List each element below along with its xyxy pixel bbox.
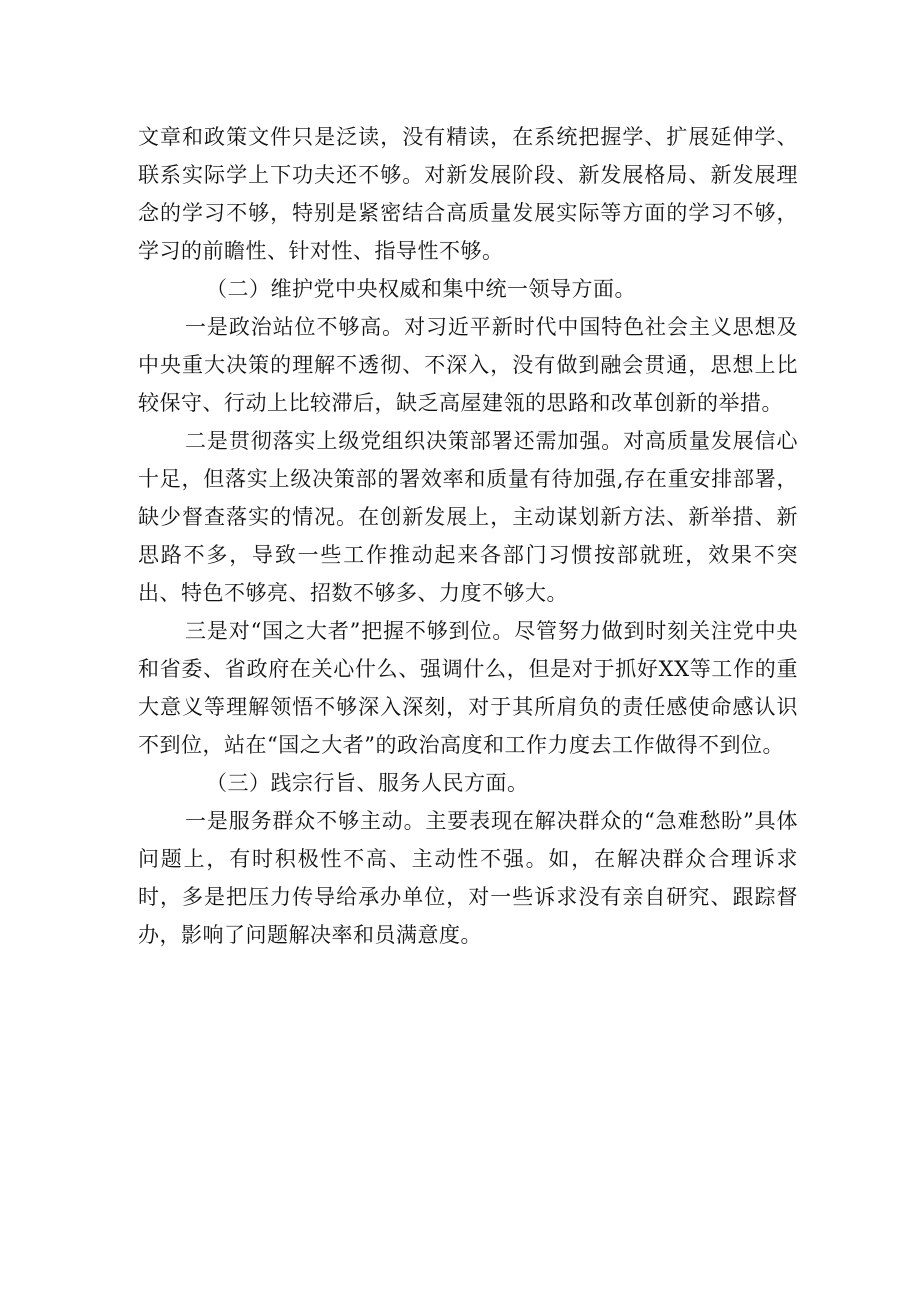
paragraph-implementation: 二是贯彻落实上级党组织决策部署还需加强。对高质量发展信心十足，但落实上级决策部的署效率和质量有待加强,存在重安排部署，缺少督查落实的情况。在创新发展上，主动谋划新方法、新举措、新思路不多，导致一些工作推动起来各部门习惯按部就班，效果不突出、特色不够亮、招数不够多、力度不够大。 [138,429,798,605]
paragraph-political-stance: 一是政治站位不够高。对习近平新时代中国特色社会主义思想及中央重大决策的理解不透彻、不深入，没有做到融会贯通，思想上比较保守、行动上比较滞后，缺乏高屋建瓴的思路和改革创新的举措。 [138,315,798,415]
section-heading-three: （三）践宗行旨、服务人民方面。 [206,771,529,795]
document-body [138,118,798,954]
section-heading-two: （二）维护党中央权威和集中统一领导方面。 [206,277,636,301]
paragraph-continuation: 文章和政策文件只是泛读，没有精读，在系统把握学、扩展延伸学、联系实际学上下功夫还不够。对新发展阶段、新发展格局、新发展理念的学习不够，特别是紧密结合高质量发展实际等方面的学习不够，学习的前瞻性、针对性、指导性不够。 [138,125,798,263]
paragraph-national-priorities: 三是对“国之大者”把握不够到位。尽管努力做到时刻关注党中央和省委、省政府在关心什么、强调什么，但是对于抓好XX等工作的重大意义等理解领悟不够深入深刻，对于其所肩负的责任感使命感认识不到位，站在“国之大者”的政治高度和工作力度去工作做得不到位。 [138,619,798,757]
paragraph-serving-masses: 一是服务群众不够主动。主要表现在解决群众的“急难愁盼”具体问题上，有时积极性不高、主动性不强。如，在解决群众合理诉求时，多是把压力传导给承办单位，对一些诉求没有亲自研究、跟踪督办，影响了问题解决率和员满意度。 [138,809,798,947]
